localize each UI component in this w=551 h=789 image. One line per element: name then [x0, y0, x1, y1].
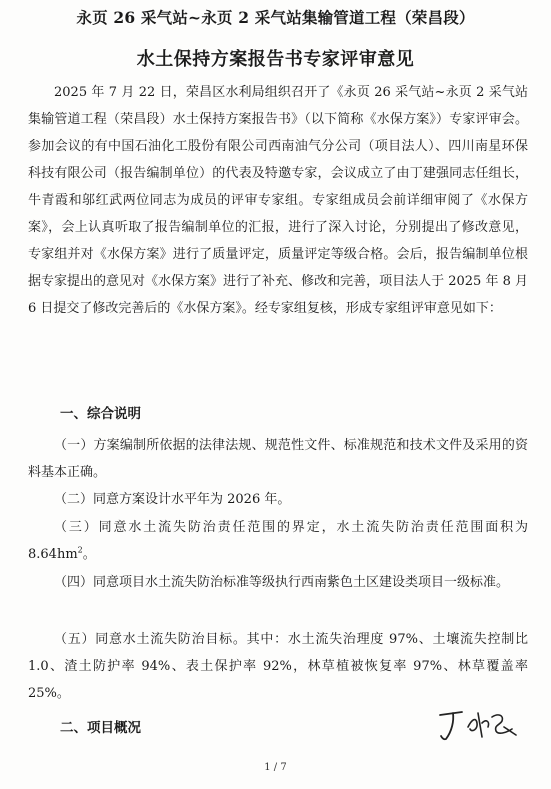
opinion-item-3: [28, 514, 528, 568]
opinion-item-3-text: （三）同意水土流失防治责任范围的界定，水土流失防治责任范围面积为 8.64hm: [28, 520, 528, 562]
section-heading-overview: 一、综合说明: [60, 406, 141, 422]
handwritten-signature: [432, 703, 522, 743]
opinion-item-4: （四）同意项目水土流失防治标准等级执行西南紫色土区建设类项目一级标准。: [54, 575, 510, 590]
document-title-line2: 水土保持方案报告书专家评审意见: [136, 49, 415, 70]
opinion-item-3-end: 。: [82, 547, 96, 562]
section-heading-project-summary: 二、项目概况: [60, 720, 141, 736]
document-title-line1: 永页 26 采气站~永页 2 采气站集输管道工程（荣昌段）: [76, 8, 475, 27]
opinion-item-1: （一）方案编制所依据的法律法规、规范性文件、标准规范和技术文件及采用的资料基本正确。: [28, 438, 528, 480]
opinion-item-2: （二）同意方案设计水平年为 2026 年。: [54, 492, 291, 507]
opinion-item-3-superscript: 2: [77, 545, 83, 555]
page-number: 1 / 7: [264, 762, 287, 773]
opinion-item-5: （五）同意水土流失防治目标。其中：水土流失治理度 97%、土壤流失控制比 1.0、渣土防护率 94%、表土保护率 92%，林草植被恢复率 97%、林草覆盖率 25%。: [28, 632, 528, 701]
intro-paragraph: 2025 年 7 月 22 日，荣昌区水利局组织召开了《永页 26 采气站~永页 2 采气站集输管道工程（荣昌段）水土保持方案报告书》（以下简称《水保方案》）专家评审会。参加会议的有中国石油化工股份有限公司西南油气分公司（项目法人）、四川南星环保科技有限公司（报告编制单位）的代表及特邀专家，会议成立了由丁建强同志任组长，牛青霞和邬红武两位同志为成员的评审专家组。专家组成员会前详细审阅了《水保方案》，会上认真听取了报告编制单位的汇报，进行了深入讨论，分别提出了修改意见，专家组并对《水保方案》进行了质量评定，质量评定等级合格。会后，报告编制单位根据专家提出的意见对《水保方案》进行了补充、修改和完善，项目法人于 2025 年 8 月 6 日提交了修改完善后的《水保方案》。经专家组复核，形成专家组评审意见如下：: [28, 85, 528, 316]
